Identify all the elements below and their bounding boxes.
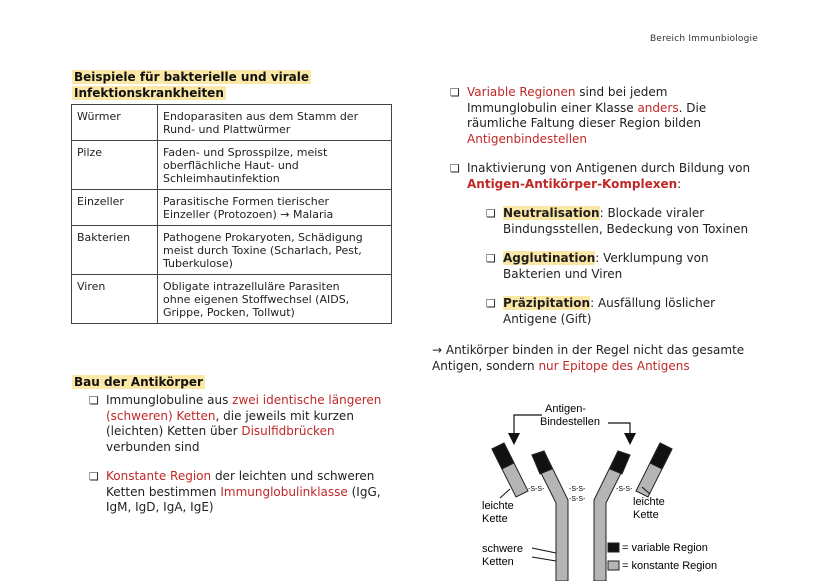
legend-swatch-variable	[608, 543, 619, 552]
legend-swatch-constant	[608, 561, 619, 570]
label-heavy-1: schwere	[482, 543, 523, 555]
arrow-head-right	[624, 433, 636, 445]
table-cell-desc	[158, 226, 392, 275]
checkbox-icon: ❏	[486, 297, 496, 310]
antibody-diagram	[470, 395, 770, 581]
table-row	[72, 275, 392, 324]
table-cell-desc	[158, 190, 392, 226]
arrow-line-left	[514, 415, 542, 435]
table-cell-name: Bakterien	[72, 226, 158, 275]
label-light-left-2: Kette	[482, 513, 508, 525]
variable-light-right	[650, 443, 672, 469]
arrow-head-left	[508, 433, 520, 445]
table-cell-name: Pilze	[72, 141, 158, 190]
checkbox-icon: ❏	[450, 162, 460, 175]
heavy-chain-left	[532, 451, 568, 581]
desc-line: Obligate intrazelluläre Parasiten	[163, 280, 340, 293]
section-title-antibodies	[72, 374, 205, 390]
page-header: Bereich Immunbiologie	[649, 34, 758, 44]
desc-line: ohne eigenen Stoffwechsel (AIDS,	[163, 293, 350, 306]
bullet-konstante-region: ❏ Konstante Region der leichten und schweren Ketten bestimmen Immunglobulinklasse (IgG, IgM, IgD, IgA, IgE)	[89, 469, 381, 514]
desc-line: Rund- und Plattwürmer	[163, 123, 291, 136]
variable-heavy-right	[610, 451, 630, 474]
variable-heavy-left	[532, 451, 552, 474]
table-row	[72, 141, 392, 190]
legend-constant: = konstante Region	[622, 560, 718, 572]
checkbox-icon: ❏	[486, 207, 496, 220]
table-row	[72, 190, 392, 226]
table-cell-name: Viren	[72, 275, 158, 324]
title-line-2: Infektionskrankheiten	[74, 86, 224, 100]
title-line-1: Beispiele für bakterielle und virale	[74, 70, 309, 84]
table-row	[72, 226, 392, 275]
checkbox-icon: ❏	[89, 394, 99, 407]
sub-bullet-neutralisation: ❏ Neutralisation: Blockade viraler Bindungsstellen, Bedeckung von Toxinen	[486, 206, 749, 236]
desc-line: Parasitische Formen tierischer	[163, 195, 330, 208]
sub-bullet-praezipitation: ❏ Präzipitation: Ausfällung löslicher Antigene (Gift)	[486, 296, 716, 326]
checkbox-icon: ❏	[450, 86, 460, 99]
table-cell-desc	[158, 275, 392, 324]
checkbox-icon: ❏	[486, 252, 496, 265]
desc-line: meist durch Toxine (Scharlach, Pest,	[163, 244, 362, 257]
disulfide-right: -S-S-	[616, 486, 633, 493]
infection-table	[71, 104, 392, 324]
pointer-heavy-1	[532, 548, 556, 553]
bullet-variable-regionen: ❏ Variable Regionen sind bei jedem Immunglobulin einer Klasse anders. Die räumliche Faltung dieser Region bilden Antigenbindestellen	[450, 85, 707, 146]
variable-light-left	[492, 443, 514, 469]
desc-line: Endoparasiten aus dem Stamm der	[163, 110, 359, 123]
title-antibodies-text: Bau der Antikörper	[74, 375, 203, 389]
bullet-inaktivierung: ❏ Inaktivierung von Antigenen durch Bildung von Antigen-Antikörper-Komplexen:	[450, 161, 751, 191]
section-title-infections	[72, 69, 311, 101]
table-cell-name: Einzeller	[72, 190, 158, 226]
desc-line: Tuberkulose)	[163, 257, 233, 270]
disulfide-hinge-1: -S-S-	[569, 486, 586, 493]
label-antigen-2: Bindestellen	[540, 416, 600, 428]
label-antigen-1: Antigen-	[545, 403, 586, 415]
pointer-light-left	[500, 489, 510, 498]
label-light-left-1: leichte	[482, 500, 514, 512]
desc-line: Grippe, Pocken, Tollwut)	[163, 306, 295, 319]
table-cell-desc	[158, 141, 392, 190]
table-row	[72, 105, 392, 141]
table-cell-desc	[158, 105, 392, 141]
desc-line: Pathogene Prokaryoten, Schädigung	[163, 231, 363, 244]
table-cell-name: Würmer	[72, 105, 158, 141]
bullet-immunoglobuline: ❏ Immunglobuline aus zwei identische längeren (schweren) Ketten, die jeweils mit kurzen (leichten) Ketten über Disulfidbrücken verbunden sind	[89, 393, 382, 454]
epitope-note: → Antikörper binden in der Regel nicht das gesamte Antigen, sondern nur Epitope des Antigens	[432, 343, 745, 373]
desc-line: Faden- und Sprosspilze, meist	[163, 146, 328, 159]
sub-bullet-agglutination: ❏ Agglutination: Verklumpung von Bakterien und Viren	[486, 251, 709, 281]
desc-line: Schleimhautinfektion	[163, 172, 280, 185]
legend-variable: = variable Region	[622, 542, 708, 554]
desc-line: Einzeller (Protozoen) → Malaria	[163, 208, 334, 221]
disulfide-hinge-2: -S-S-	[569, 496, 586, 503]
label-heavy-2: Ketten	[482, 556, 514, 568]
desc-line: oberflächliche Haut- und	[163, 159, 299, 172]
pointer-heavy-2	[532, 557, 556, 561]
checkbox-icon: ❏	[89, 470, 99, 483]
label-light-right-2: Kette	[633, 509, 659, 521]
disulfide-left: -S-S-	[528, 486, 545, 493]
label-light-right-1: leichte	[633, 496, 665, 508]
